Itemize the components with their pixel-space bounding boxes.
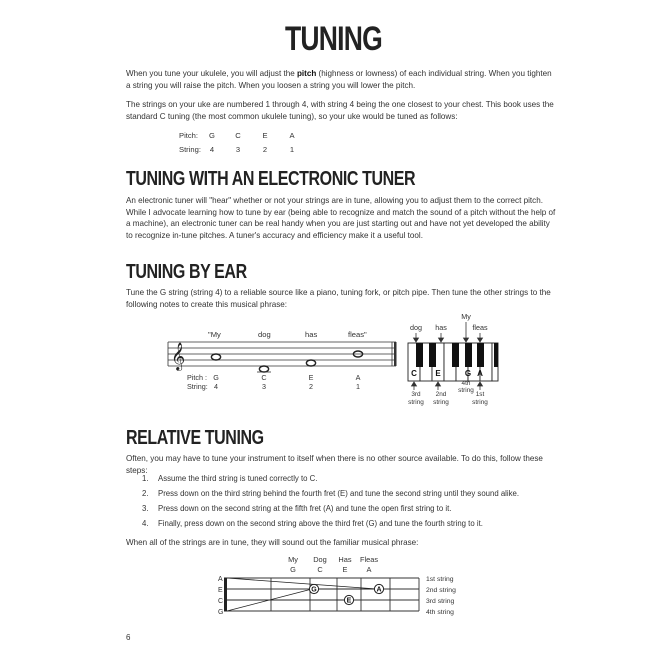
- tuning-table-string: 2: [262, 145, 268, 154]
- tuning-by-ear-paragraph: Tune the G string (string 4) to a reliable source like a piano, tuning fork, or pitch pipe. Then tune the other strings to the following notes to create this musical phrase:: [126, 288, 551, 309]
- final-barline: [394, 342, 397, 366]
- tuning-step: 2. Press down on the third string behind the fourth fret (E) and tune the second string until they sound alike.: [142, 489, 520, 498]
- tuning-table-string-label: String:: [179, 145, 201, 154]
- keyboard-word-has: has: [435, 323, 447, 332]
- keyboard-string-label: 3rd: [411, 391, 421, 398]
- whole-note-g: [211, 354, 220, 360]
- whole-note-c: [259, 366, 268, 372]
- tuning-table-string: 3: [235, 145, 241, 154]
- fret-marker-label: A: [376, 586, 382, 594]
- tuning-table-pitch-label: Pitch:: [179, 131, 198, 140]
- page-title: TUNING: [285, 20, 382, 58]
- keyboard-string-label: 1st: [475, 391, 485, 398]
- staff-string: 2: [309, 382, 313, 391]
- intro-text-a: When you tune your ukulele, you will adjust the: [126, 69, 297, 78]
- staff-string: 1: [356, 382, 360, 391]
- fretboard-note: A: [366, 565, 372, 574]
- lyric-word: dog: [258, 330, 271, 339]
- tuning-table-pitch: G: [209, 131, 215, 140]
- staff-lines: [168, 342, 396, 366]
- music-staff: [160, 320, 400, 410]
- fretboard-open-note: C: [218, 598, 224, 605]
- intro-paragraph-1: [126, 68, 556, 91]
- fretboard-word: Has: [338, 555, 352, 564]
- fretboard-word: Fleas: [359, 555, 379, 564]
- fretboard-nut: [224, 578, 227, 612]
- lyric-word: fleas": [348, 330, 367, 339]
- fret-marker-label: E: [346, 597, 352, 605]
- staff-pitch: A: [355, 373, 361, 382]
- keyboard-string-label: 4th: [461, 380, 471, 387]
- relative-tuning-intro: Often, you may have to tune your instrument to itself when there is no other source available. To do this, follow these steps:: [126, 454, 543, 475]
- staff-pitch-label: Pitch :: [187, 373, 207, 382]
- fretboard-connectors: [227, 578, 377, 611]
- fretboard-note: E: [342, 565, 348, 574]
- fretboard-note: G: [290, 565, 296, 574]
- keyboard-string-label: string: [472, 399, 488, 406]
- keyboard-word-dog: dog: [410, 323, 422, 332]
- staff-string: 3: [262, 382, 266, 391]
- fretboard-word: My: [288, 555, 298, 564]
- staff-pitch: E: [308, 373, 314, 382]
- lyric-word: "My: [208, 330, 221, 339]
- key-label-e: E: [435, 369, 441, 378]
- electronic-tuner-paragraph: An electronic tuner will "hear" whether or not your strings are in tune, allowing you to adjust them to the correct pitch. While I advocate learning how to tune by ear (being able to recognize and match the sound of a pitch without the help of a machine), an electronic tuner can be real handy when you are just starting out and have not yet developed the ability to recognize in-tune pitches. A tuner's accuracy and efficiency make it a useful tool.: [126, 196, 556, 240]
- tuning-table-pitch: A: [289, 131, 295, 140]
- intro-text-b: (highness or lowness) of each individual string. When you tighten a string you will raise the pitch. When you loosen a string you will lower the pitch.: [126, 69, 552, 90]
- fretboard-open-note: E: [218, 587, 223, 594]
- intro-paragraph-2: The strings on your uke are numbered 1 through 4, with string 4 being the one closest to your chest. This book uses the standard C tuning (the most common ukulele tuning), so your uke would be tuned as follows:: [126, 100, 554, 121]
- relative-tuning-outro: When all of the strings are in tune, they will sound out the familiar musical phrase:: [126, 538, 419, 547]
- fretboard-string-label: 2nd string: [426, 587, 456, 594]
- tuning-step: 1. Assume the third string is tuned correctly to C.: [142, 474, 318, 483]
- keyboard-string-label: string: [408, 399, 424, 406]
- fret-marker-label: G: [311, 586, 317, 594]
- fretboard-diagram: [214, 552, 464, 616]
- tuning-table-string: 1: [289, 145, 295, 154]
- lyric-word: has: [305, 330, 318, 339]
- section-heading-relative-tuning: RELATIVE TUNING: [126, 427, 264, 449]
- fretboard-string-label: 1st string: [426, 576, 454, 583]
- treble-clef-icon: 𝄞: [171, 343, 186, 370]
- staff-pitch: G: [213, 373, 219, 382]
- whole-note-e: [306, 360, 315, 366]
- section-heading-tuning-by-ear: TUNING BY EAR: [126, 261, 247, 283]
- staff-string-label: String:: [187, 382, 208, 391]
- page-number: 6: [126, 633, 131, 642]
- piano-keyboard-diagram: [402, 308, 512, 408]
- tuning-step: 4. Finally, press down on the second string above the third fret (G) and tune the fourth string to it.: [142, 519, 483, 528]
- key-label-c: C: [411, 369, 417, 378]
- key-label-a: A: [477, 369, 483, 378]
- tuning-step: 3. Press down on the second string at the fifth fret (A) and tune the open first string to it.: [142, 504, 452, 513]
- fretboard-string-label: 4th string: [426, 609, 454, 616]
- key-label-g: G: [464, 369, 472, 378]
- pitch-term: pitch: [296, 69, 317, 78]
- tuning-table-pitch: C: [235, 131, 241, 140]
- staff-pitch: C: [261, 373, 267, 382]
- section-heading-electronic-tuner: TUNING WITH AN ELECTRONIC TUNER: [126, 168, 416, 190]
- tuning-table-pitch: E: [262, 131, 268, 140]
- fretboard-open-note: G: [218, 609, 224, 616]
- fretboard-word: Dog: [313, 555, 327, 564]
- fretboard-open-note: A: [218, 576, 223, 583]
- fretboard-note: C: [317, 565, 323, 574]
- keyboard-string-label: string: [458, 387, 474, 394]
- tuning-steps-list: [142, 474, 562, 534]
- keyboard-string-label: 2nd: [435, 391, 447, 398]
- keyboard-string-label: string: [433, 399, 449, 406]
- keyboard-word-fleas: fleas: [472, 323, 488, 332]
- staff-string: 4: [214, 382, 218, 391]
- tuning-table-string: 4: [209, 145, 215, 154]
- keyboard-word-my: My: [461, 312, 471, 321]
- fretboard-string-label: 3rd string: [426, 598, 455, 605]
